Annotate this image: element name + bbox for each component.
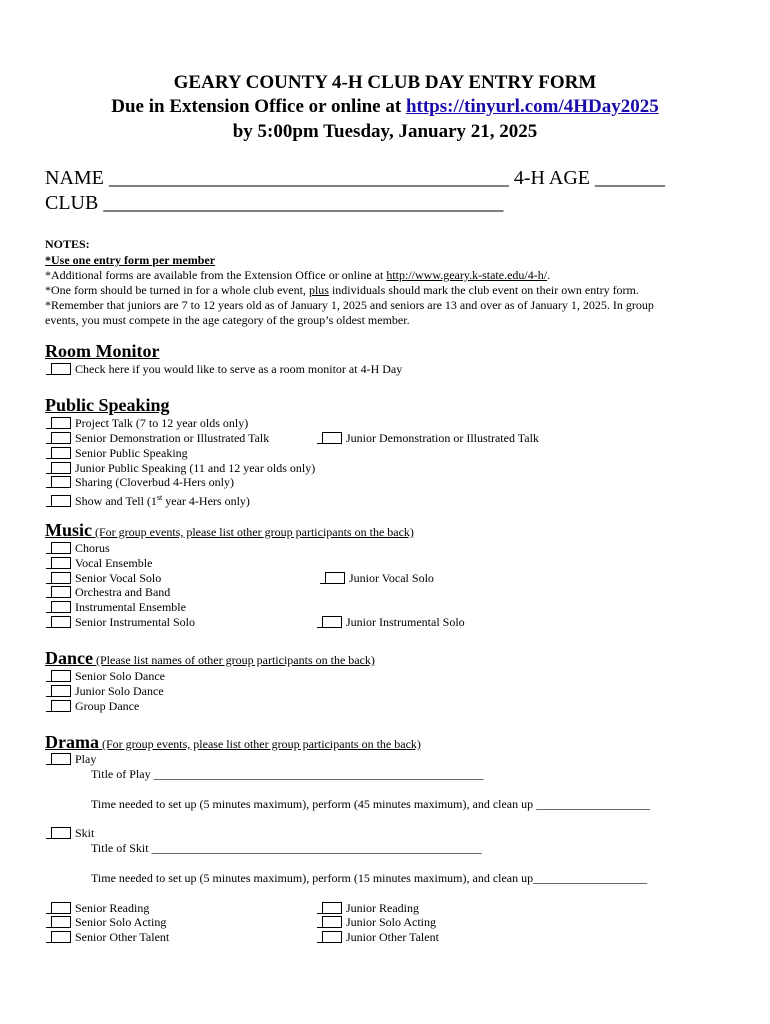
list-item bbox=[51, 446, 188, 461]
checkbox[interactable] bbox=[51, 447, 71, 459]
public-speaking-heading: Public Speaking bbox=[45, 395, 170, 415]
checkbox[interactable] bbox=[51, 417, 71, 429]
play-title-line[interactable]: Title of Play _______________________________________________________ bbox=[91, 767, 484, 781]
checkbox[interactable] bbox=[51, 586, 71, 598]
list-item bbox=[51, 556, 152, 571]
item-label: Skit bbox=[75, 826, 95, 840]
list-item bbox=[51, 615, 195, 630]
list-item bbox=[51, 684, 164, 699]
checkbox[interactable] bbox=[322, 432, 342, 444]
item-label: Junior Solo Acting bbox=[346, 915, 437, 929]
list-item bbox=[51, 826, 94, 841]
item-label: Senior Instrumental Solo bbox=[75, 615, 195, 629]
checkbox[interactable] bbox=[51, 916, 71, 928]
music-heading-text: Music bbox=[45, 520, 92, 540]
deadline-line: by 5:00pm Tuesday, January 21, 2025 bbox=[232, 121, 538, 142]
list-item bbox=[51, 669, 165, 684]
list-item bbox=[51, 490, 250, 509]
checkbox[interactable] bbox=[51, 670, 71, 682]
list-item bbox=[322, 930, 439, 945]
notes-line-3-end: individuals should mark the club event on their own entry form. bbox=[328, 283, 639, 297]
list-item bbox=[51, 901, 149, 916]
drama-note: (For group events, please list other group participants on the back) bbox=[98, 737, 421, 751]
checkbox[interactable] bbox=[51, 432, 71, 444]
item-label: Junior Demonstration or Illustrated Talk bbox=[346, 431, 539, 445]
extension-link[interactable]: http://www.geary.k-state.edu/4-h/ bbox=[386, 268, 548, 282]
due-line bbox=[0, 96, 770, 118]
checkbox[interactable] bbox=[322, 616, 342, 628]
checkbox[interactable] bbox=[51, 931, 71, 943]
checkbox[interactable] bbox=[51, 902, 71, 914]
notes-line-3-text: *One form should be turned in for a whole club event, bbox=[45, 283, 309, 297]
ordinal-suffix: st bbox=[156, 493, 163, 502]
music-heading bbox=[45, 520, 414, 541]
checkbox[interactable] bbox=[51, 572, 71, 584]
item-label: Junior Other Talent bbox=[346, 930, 439, 944]
item-label-end: year 4-Hers only) bbox=[162, 494, 250, 508]
form-link[interactable]: https://tinyurl.com/4HDay2025 bbox=[405, 96, 659, 117]
checkbox[interactable] bbox=[51, 476, 71, 488]
checkbox[interactable] bbox=[322, 916, 342, 928]
list-item bbox=[51, 915, 166, 930]
list-item bbox=[322, 431, 539, 446]
item-label: Group Dance bbox=[75, 699, 140, 713]
list-item bbox=[51, 600, 186, 615]
list-item bbox=[322, 615, 465, 630]
play-checkbox[interactable] bbox=[51, 753, 71, 765]
checkbox[interactable] bbox=[51, 495, 71, 507]
room-monitor-item bbox=[51, 362, 402, 377]
notes-line-3-emph: plus bbox=[308, 283, 329, 297]
dance-heading-text: Dance bbox=[45, 648, 93, 668]
skit-time-line[interactable]: Time needed to set up (5 minutes maximum), perform (15 minutes maximum), and clean up___________________ bbox=[91, 871, 648, 885]
skit-title-line[interactable]: Title of Skit _______________________________________________________ bbox=[91, 841, 482, 855]
play-time-line[interactable]: Time needed to set up (5 minutes maximum), perform (45 minutes maximum), and clean up ___________________ bbox=[91, 797, 651, 811]
item-label: Senior Solo Acting bbox=[75, 915, 167, 929]
notes-line-5: events, you must compete in the age category of the group’s oldest member. bbox=[45, 313, 410, 327]
item-label: Play bbox=[75, 752, 97, 766]
dance-note: (Please list names of other group participants on the back) bbox=[93, 653, 375, 667]
list-item bbox=[322, 915, 436, 930]
item-label: Senior Vocal Solo bbox=[75, 571, 162, 585]
item-label: Senior Demonstration or Illustrated Talk bbox=[75, 431, 270, 445]
item-label: Orchestra and Band bbox=[75, 585, 171, 599]
item-label: Senior Public Speaking bbox=[75, 446, 188, 460]
name-age-line[interactable]: NAME ________________________________________ 4-H AGE _______ bbox=[45, 167, 665, 189]
list-item bbox=[51, 541, 110, 556]
item-label: Senior Other Talent bbox=[75, 930, 170, 944]
checkbox[interactable] bbox=[51, 700, 71, 712]
item-label: Project Talk (7 to 12 year olds only) bbox=[75, 416, 249, 430]
drama-heading bbox=[45, 732, 421, 753]
notes-line-3 bbox=[45, 282, 639, 298]
item-label: Junior Vocal Solo bbox=[349, 571, 434, 585]
notes-line-1: *Use one entry form per member bbox=[45, 253, 216, 267]
checkbox[interactable] bbox=[51, 462, 71, 474]
item-label: Junior Solo Dance bbox=[75, 684, 164, 698]
item-label: Show and Tell (1 bbox=[75, 494, 157, 508]
list-item bbox=[51, 431, 269, 446]
item-label: Vocal Ensemble bbox=[75, 556, 153, 570]
list-item bbox=[51, 416, 248, 431]
checkbox[interactable] bbox=[322, 902, 342, 914]
list-item bbox=[325, 571, 434, 586]
club-line[interactable]: CLUB ________________________________________ bbox=[45, 192, 504, 214]
notes-line-2-text: *Additional forms are available from the Extension Office or online at bbox=[45, 268, 387, 282]
checkbox[interactable] bbox=[322, 931, 342, 943]
checkbox[interactable] bbox=[325, 572, 345, 584]
checkbox[interactable] bbox=[51, 685, 71, 697]
list-item bbox=[51, 475, 234, 490]
skit-checkbox[interactable] bbox=[51, 827, 71, 839]
checkbox[interactable] bbox=[51, 601, 71, 613]
room-monitor-checkbox[interactable] bbox=[51, 363, 71, 375]
list-item bbox=[51, 699, 139, 714]
notes-line-4: *Remember that juniors are 7 to 12 years old as of January 1, 2025 and seniors are 13 and over as of January 1, 2025. In group bbox=[45, 298, 654, 312]
form-title: GEARY COUNTY 4-H CLUB DAY ENTRY FORM bbox=[173, 72, 597, 93]
room-monitor-label: Check here if you would like to serve as a room monitor at 4-H Day bbox=[75, 362, 403, 376]
list-item bbox=[51, 461, 315, 476]
checkbox[interactable] bbox=[51, 616, 71, 628]
music-note: (For group events, please list other group participants on the back) bbox=[92, 525, 414, 539]
notes-label: NOTES: bbox=[45, 237, 90, 251]
notes-line-2-end: . bbox=[547, 268, 551, 282]
item-label: Junior Public Speaking (11 and 12 year olds only) bbox=[75, 461, 316, 475]
item-label: Sharing (Cloverbud 4-Hers only) bbox=[75, 475, 234, 489]
item-label: Junior Instrumental Solo bbox=[346, 615, 465, 629]
item-label: Chorus bbox=[75, 541, 110, 555]
checkbox[interactable] bbox=[51, 557, 71, 569]
item-label: Senior Reading bbox=[75, 901, 150, 915]
list-item bbox=[51, 930, 169, 945]
item-label: Senior Solo Dance bbox=[75, 669, 165, 683]
checkbox[interactable] bbox=[51, 542, 71, 554]
list-item bbox=[322, 901, 419, 916]
list-item bbox=[51, 585, 170, 600]
list-item bbox=[51, 752, 96, 767]
dance-heading bbox=[45, 648, 375, 669]
room-monitor-heading: Room Monitor bbox=[45, 341, 160, 361]
item-label: Junior Reading bbox=[346, 901, 419, 915]
list-item bbox=[51, 571, 161, 586]
drama-heading-text: Drama bbox=[45, 732, 99, 752]
item-label: Instrumental Ensemble bbox=[75, 600, 186, 614]
notes-line-2 bbox=[45, 267, 550, 283]
due-text: Due in Extension Office or online at bbox=[111, 96, 406, 117]
